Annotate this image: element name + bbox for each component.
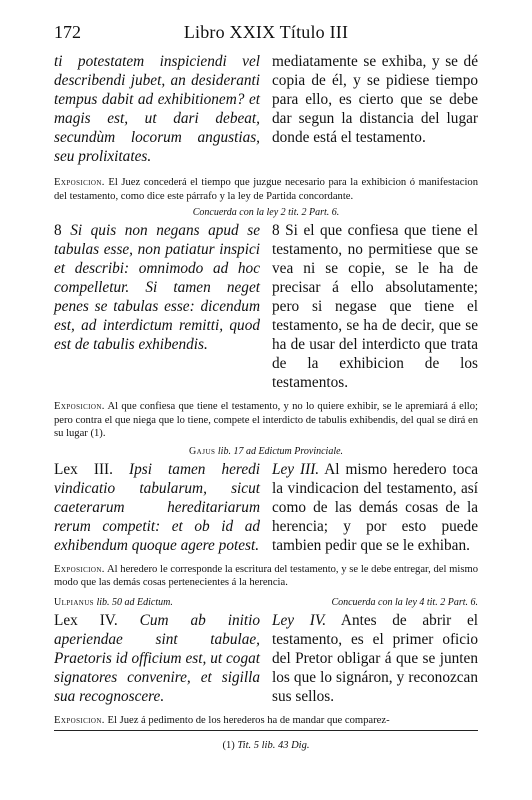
exposicion-label: Exposicion.	[54, 563, 105, 575]
exposicion-label: Exposicion.	[54, 177, 105, 188]
exposicion-3	[54, 563, 478, 590]
exposicion-text: Al que confiesa que tiene el testamento, y no lo quiere exhibir, se le apremiará á ello; pero contra el que niega que lo tiene, compete el interdicto de tabulis exhibendis, del qual se dirá en su lugar (1).	[54, 401, 478, 439]
page-header	[54, 22, 478, 44]
source-3	[54, 597, 478, 608]
page-number: 172	[54, 22, 81, 42]
latin-text-1: ti potestatem inspiciendi vel describendi jubet, an desideranti tempus dabit ad exhibitionem? et magis est, ut dari debeat, secundùm locorum angustias, seu prolixitates.	[54, 53, 260, 165]
latin-text-3	[54, 460, 260, 555]
law-number: Lex III.	[54, 460, 113, 478]
spanish-paragraph: Al mismo heredero toca la vindicacion del testamento, así como de las demás cosas de la herencia; y por esto puede tambien pedir que se le exhiban.	[272, 460, 478, 554]
footnote-mark: (1)	[222, 740, 235, 751]
paragraph-number: 8	[272, 222, 280, 239]
spanish-text-2	[272, 221, 478, 392]
latin-text-2	[54, 221, 260, 392]
source-ref: lib. 17 ad Edictum Provinciale.	[215, 445, 344, 457]
footnote	[0, 740, 532, 751]
spanish-text-1: mediatamente se exhiba, y se dé copia de él, y se pidiese tiempo para ello, es cierto que se debe dar segun la distancia del lugar donde está el testamento.	[272, 53, 478, 146]
source-ref: lib. 50 ad Edictum.	[93, 596, 173, 608]
exposicion-2	[54, 400, 478, 441]
source-2	[54, 446, 478, 457]
law-number: Ley IV.	[272, 611, 327, 629]
paragraph-number: 8	[54, 222, 62, 239]
exposicion-label: Exposicion.	[54, 714, 105, 726]
exposicion-4	[54, 714, 478, 728]
exposicion-1	[54, 176, 478, 203]
spanish-text-4	[272, 611, 478, 706]
exposicion-text: Al heredero le corresponde la escritura del testamento, y se le debe entregar, del mismo modo que las demás cosas pertenecientes á la herencia.	[54, 563, 478, 588]
concordance-3: Concuerda con la ley 4 tit. 2 Part. 6.	[331, 596, 478, 608]
block-3	[54, 460, 478, 555]
latin-paragraph: Cum ab initio aperiendae sint tabulae, Praetoris id officium est, ut cogat signatores convenire, et sigilla sua recognoscere.	[54, 611, 260, 705]
latin-paragraph: Si quis non negans apud se tabulas esse, non patiatur inspici et describi: omnimodo ad hoc compelletur. Si tamen neget penes se tabulas esse: dicendum est, ad interdictum remitti, quod est de tabulis exhibendis.	[54, 222, 260, 353]
block-1	[54, 52, 478, 166]
block-2	[54, 221, 478, 392]
concordance-1: Concuerda con la ley 2 tit. 2 Part. 6.	[192, 207, 340, 218]
page	[54, 22, 478, 727]
footnote-text: Tit. 5 lib. 43 Dig.	[234, 740, 310, 751]
exposicion-text: El Juez á pedimento de los herederos ha de mandar que comparez-	[104, 714, 390, 726]
law-number: Ley III.	[272, 460, 320, 478]
source-author: Ulpianus	[54, 596, 94, 608]
exposicion-label: Exposicion.	[54, 401, 105, 412]
latin-paragraph: Ipsi tamen heredi vindicatio tabularum, sicut caeterarum hereditariarum rerum competit: et ob id ad exhibendum quoque agere potest.	[54, 460, 261, 554]
block-4	[54, 611, 478, 706]
latin-text-4	[54, 611, 260, 706]
running-title: Libro XXIX Título III	[183, 22, 349, 42]
spanish-paragraph: Antes de abrir el testamento, es el primer oficio del Pretor obligar á que se junten los que lo signáron, y reconozcan sus sellos.	[272, 611, 478, 705]
law-number: Lex IV.	[54, 611, 118, 629]
exposicion-text: El Juez concederá el tiempo que juzgue necesario para la exhibicion ó manifestacion del testamento, como dice este párrafo y la ley de Partida concordante.	[54, 177, 478, 202]
source-author: Gajus	[188, 445, 216, 457]
source-left	[54, 597, 173, 608]
footnote-rule	[54, 730, 478, 731]
spanish-paragraph: Si el que confiesa que tiene el testamento, no permitiese que se vea ni se copie, se le ha de precisar á ello absolutamente; pero si negase que tiene el testamento, se ha de decir, que se ha de usar del interdicto que trata de la exhibicion de los testamentos.	[272, 222, 478, 391]
spanish-text-3	[272, 460, 478, 555]
